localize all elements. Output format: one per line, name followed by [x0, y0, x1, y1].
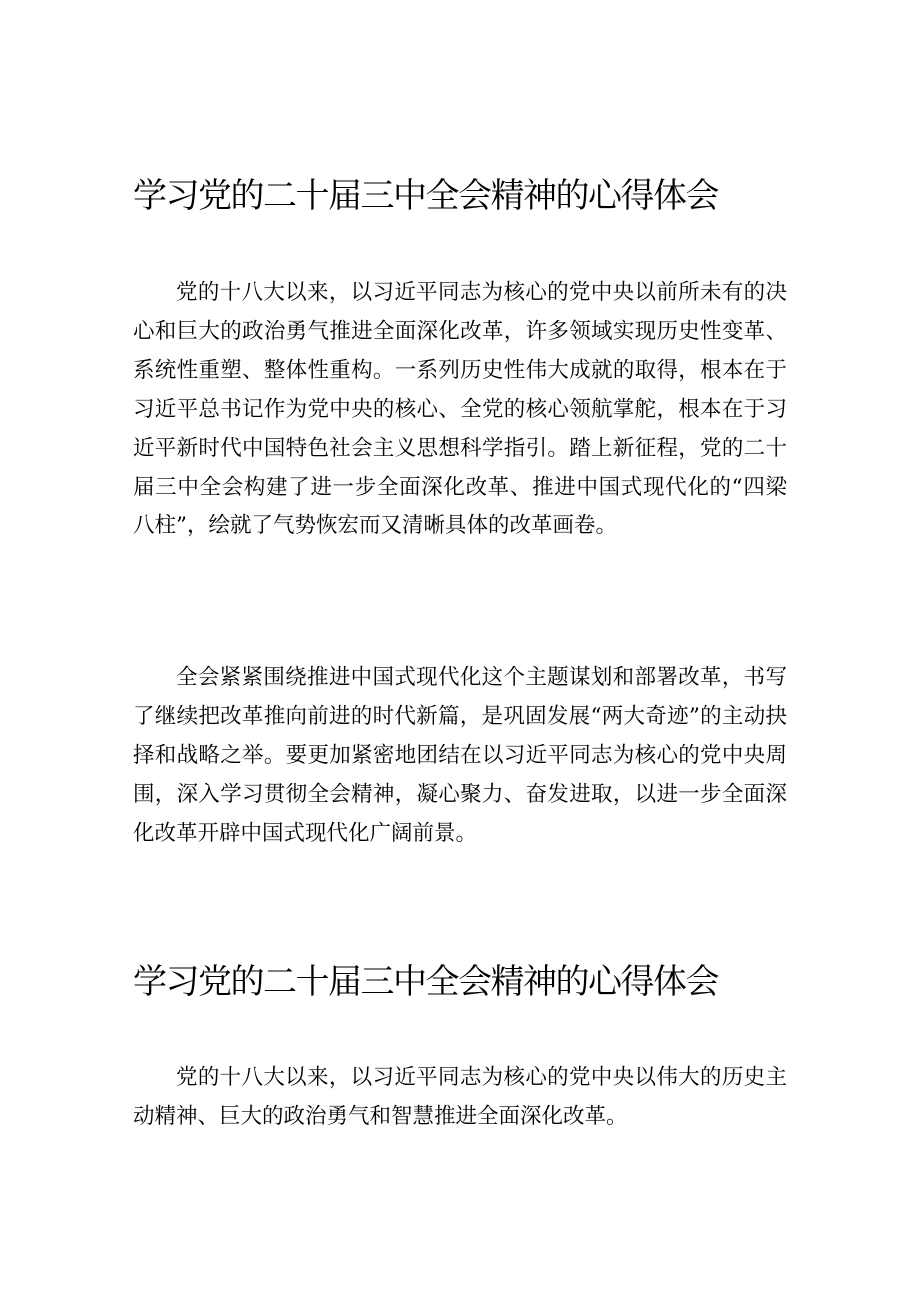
body-paragraph: 党的十八大以来，以习近平同志为核心的党中央以伟大的历史主动精神、巨大的政治勇气和智慧推进全面深化改革。 [133, 1065, 787, 1129]
body-paragraph: 党的十八大以来，以习近平同志为核心的党中央以前所未有的决心和巨大的政治勇气推进全面深化改革，许多领域实现历史性变革、系统性重塑、整体性重构。一系列历史性伟大成就的取得，根本在于习近平总书记作为党中央的核心、全党的核心领航掌舵，根本在于习近平新时代中国特色社会主义思想科学指引。踏上新征程，党的二十届三中全会构建了进一步全面深化改革、推进中国式现代化的“四梁八柱”，绘就了气势恢宏而又清晰具体的改革画卷。 [133, 280, 787, 539]
section-title: 学习党的二十届三中全会精神的心得体会 [133, 962, 718, 1002]
section-title: 学习党的二十届三中全会精神的心得体会 [133, 176, 718, 216]
body-paragraph: 全会紧紧围绕推进中国式现代化这个主题谋划和部署改革，书写了继续把改革推向前进的时代新篇，是巩固发展“两大奇迹”的主动抉择和战略之举。要更加紧密地团结在以习近平同志为核心的党中央周围，深入学习贯彻全会精神，凝心聚力、奋发进取，以进一步全面深化改革开辟中国式现代化广阔前景。 [133, 665, 787, 846]
